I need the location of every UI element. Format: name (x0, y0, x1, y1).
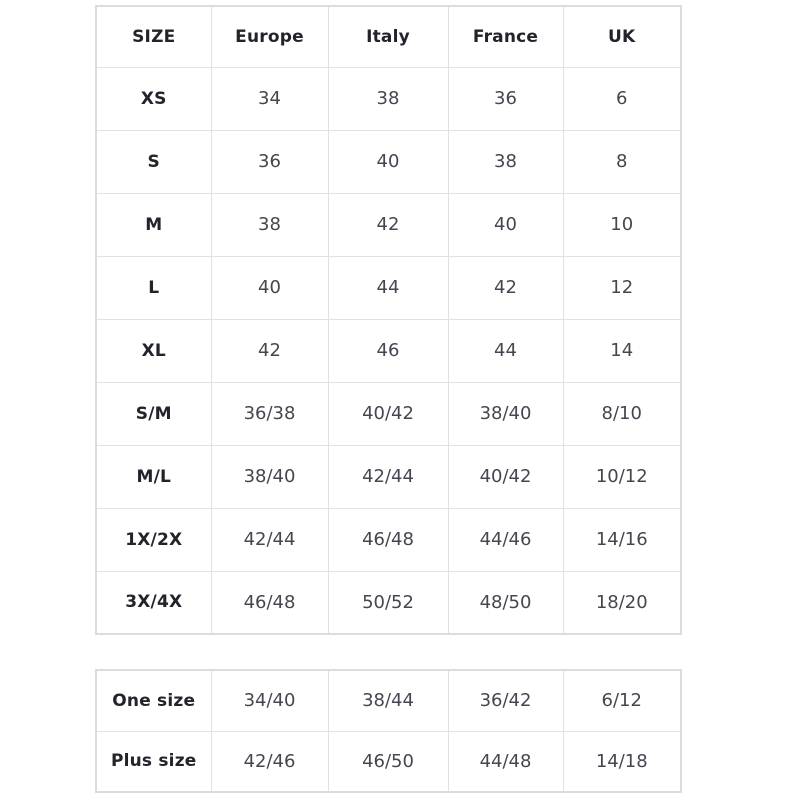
size-value-cell: 44/48 (448, 731, 563, 792)
table-row (96, 130, 681, 193)
header-row (96, 6, 681, 67)
size-value-cell: 42 (211, 319, 328, 382)
size-value-cell: 38 (211, 193, 328, 256)
table-row (96, 670, 681, 731)
column-header-europe: Europe (211, 6, 328, 67)
size-conversion-table (95, 5, 682, 635)
size-value-cell: 46/48 (328, 508, 448, 571)
size-value-cell: 14/16 (563, 508, 681, 571)
row-label: S/M (96, 382, 211, 445)
size-value-cell: 36 (211, 130, 328, 193)
size-value-cell: 36/38 (211, 382, 328, 445)
size-value-cell: 40/42 (328, 382, 448, 445)
column-header-italy: Italy (328, 6, 448, 67)
size-value-cell: 40/42 (448, 445, 563, 508)
size-value-cell: 10/12 (563, 445, 681, 508)
size-value-cell: 40 (211, 256, 328, 319)
size-value-cell: 38/44 (328, 670, 448, 731)
size-value-cell: 40 (328, 130, 448, 193)
table-row (96, 193, 681, 256)
size-value-cell: 42/44 (211, 508, 328, 571)
size-value-cell: 42 (448, 256, 563, 319)
row-label: 1X/2X (96, 508, 211, 571)
column-header-france: France (448, 6, 563, 67)
size-value-cell: 8/10 (563, 382, 681, 445)
row-label: One size (96, 670, 211, 731)
size-table-body (96, 67, 681, 634)
row-label: L (96, 256, 211, 319)
special-size-table-body (96, 670, 681, 792)
size-table-header (96, 6, 681, 67)
row-label: S (96, 130, 211, 193)
size-value-cell: 38/40 (211, 445, 328, 508)
size-value-cell: 38 (448, 130, 563, 193)
size-value-cell: 42/44 (328, 445, 448, 508)
table-row (96, 508, 681, 571)
size-value-cell: 46 (328, 319, 448, 382)
row-label: Plus size (96, 731, 211, 792)
size-value-cell: 36/42 (448, 670, 563, 731)
column-header-size: SIZE (96, 6, 211, 67)
size-value-cell: 14/18 (563, 731, 681, 792)
row-label: M (96, 193, 211, 256)
size-value-cell: 12 (563, 256, 681, 319)
table-row (96, 256, 681, 319)
size-value-cell: 18/20 (563, 571, 681, 634)
size-value-cell: 38 (328, 67, 448, 130)
size-value-cell: 8 (563, 130, 681, 193)
row-label: XS (96, 67, 211, 130)
column-header-uk: UK (563, 6, 681, 67)
size-value-cell: 44 (448, 319, 563, 382)
size-value-cell: 42 (328, 193, 448, 256)
size-value-cell: 50/52 (328, 571, 448, 634)
row-label: M/L (96, 445, 211, 508)
table-row (96, 445, 681, 508)
size-value-cell: 46/50 (328, 731, 448, 792)
table-row (96, 319, 681, 382)
size-value-cell: 44/46 (448, 508, 563, 571)
size-value-cell: 34/40 (211, 670, 328, 731)
row-label: XL (96, 319, 211, 382)
table-row (96, 67, 681, 130)
size-value-cell: 46/48 (211, 571, 328, 634)
special-size-table (95, 669, 682, 793)
size-value-cell: 40 (448, 193, 563, 256)
size-value-cell: 44 (328, 256, 448, 319)
size-value-cell: 14 (563, 319, 681, 382)
table-row (96, 382, 681, 445)
size-value-cell: 48/50 (448, 571, 563, 634)
size-value-cell: 6/12 (563, 670, 681, 731)
table-row (96, 571, 681, 634)
size-value-cell: 36 (448, 67, 563, 130)
size-value-cell: 10 (563, 193, 681, 256)
table-row (96, 731, 681, 792)
size-value-cell: 38/40 (448, 382, 563, 445)
size-value-cell: 6 (563, 67, 681, 130)
size-value-cell: 34 (211, 67, 328, 130)
row-label: 3X/4X (96, 571, 211, 634)
size-value-cell: 42/46 (211, 731, 328, 792)
